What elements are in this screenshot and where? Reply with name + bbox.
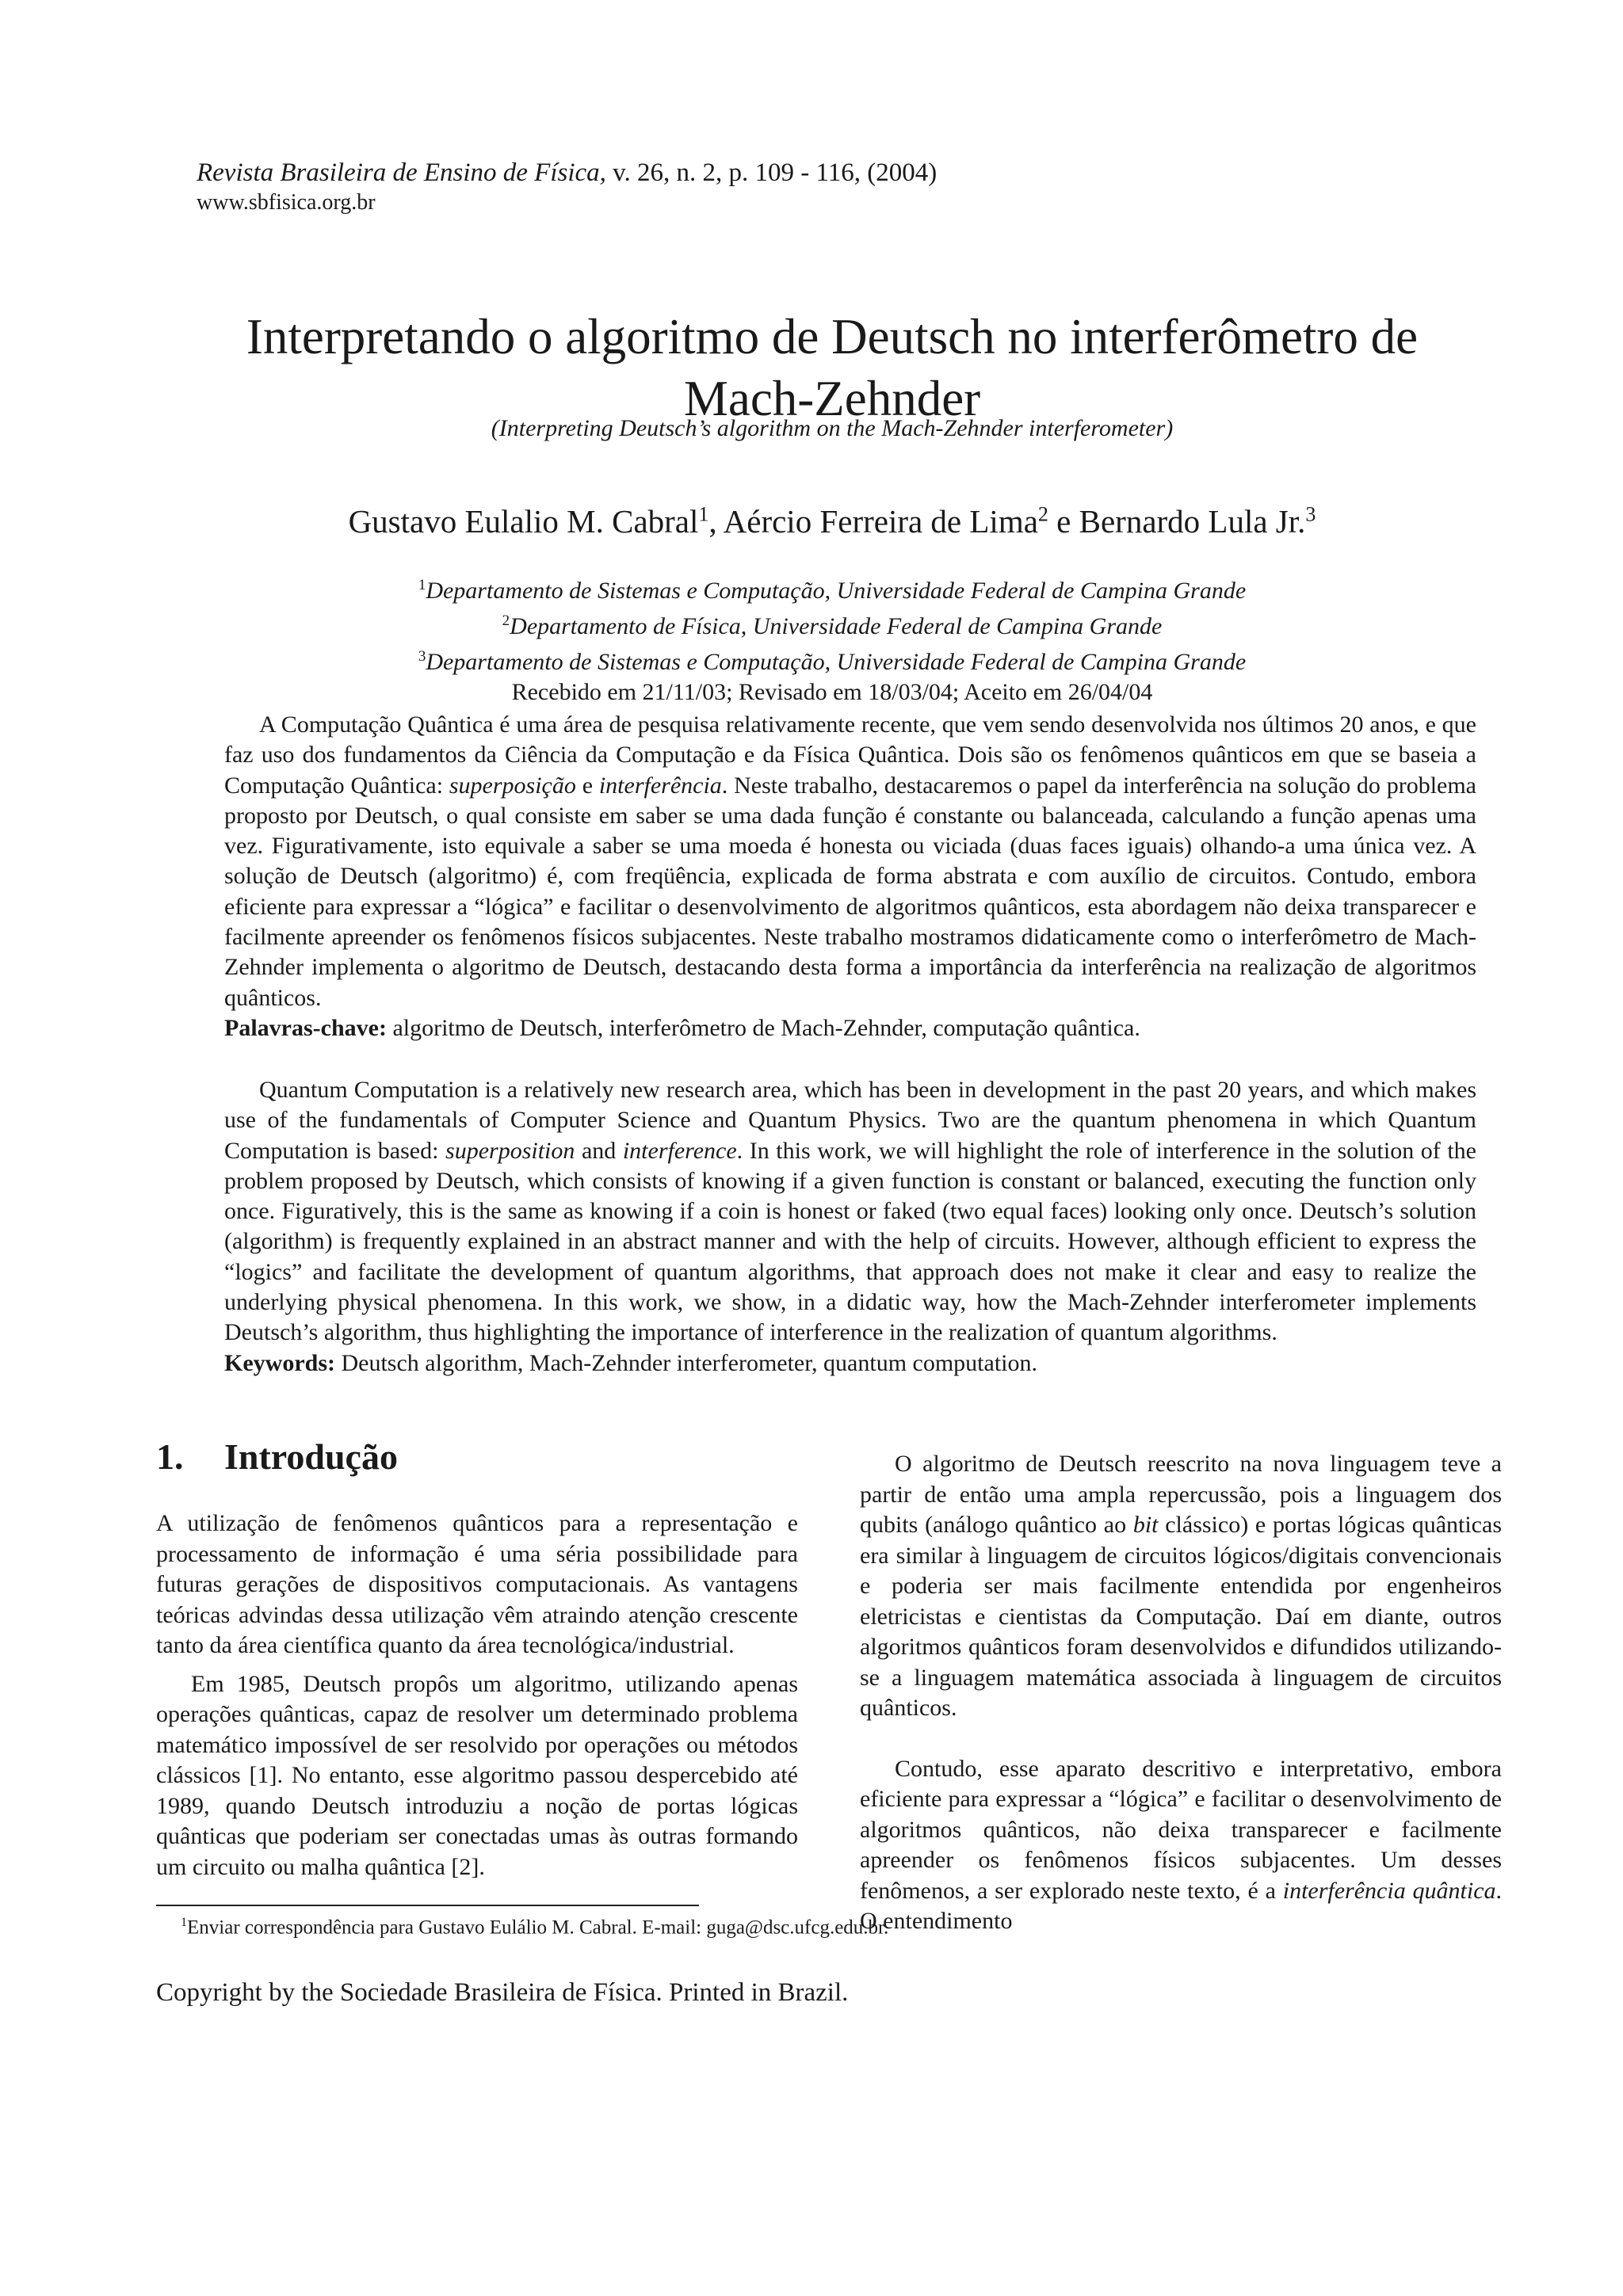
submission-dates: Recebido em 21/11/03; Revisado em 18/03/04; Aceito em 26/04/04 [511,679,1153,705]
abstract-en-body [224,1075,1476,1348]
author-sep-2: e [1048,503,1079,540]
right-column [860,1449,1502,1937]
affiliation-2-text: Departamento de Física, Universidade Federal de Campina Grande [510,613,1163,639]
left-column [156,1508,798,1882]
author-3-mark: 3 [1305,502,1316,526]
keywords-pt-text: algoritmo de Deutsch, interferômetro de Mach-Zehnder, computação quântica. [386,1014,1140,1041]
affiliation-1 [190,570,1474,606]
right-p2-text-b: . O entendimento [860,1877,1503,1934]
right-p2-text-a: Contudo, esse aparato descritivo e interpretativo, embora eficiente para expressar a “lógica” e facilitar o desenvolvimento de algoritmos quânticos, não deixa transparecer e facilmente apreender os fenômenos físicos subjacentes. Um desses fenômenos, a ser explorado neste texto, é a [860,1755,1502,1904]
keywords-pt-label: Palavras-chave: [224,1014,387,1041]
affiliation-1-mark: 1 [418,577,426,593]
author-2-mark: 2 [1037,502,1048,526]
abstract-pt-em-1: superposição [449,772,576,799]
author-2: Aércio Ferreira de Lima [723,503,1038,540]
section-title: Introdução [224,1436,398,1477]
author-3: Bernardo Lula Jr. [1079,503,1306,540]
footnote-rule [156,1905,699,1906]
abstract-en-text-2: and [575,1137,623,1164]
journal-header [197,157,937,219]
abstract-en-text-1: Quantum Computation is a relatively new research area, which has been in development in the past 20 years, and which makes use of the fundamentals of Computer Science and Quantum Physics. Two are the quantum phenomena in which Quantum Computation is based: [224,1077,1476,1164]
title-line-1: Interpretando o algoritmo de Deutsch no interferômetro de [246,309,1419,364]
footnote-text: Enviar correspondência para Gustavo Eulálio M. Cabral. E-mail: guga@dsc.ufcg.edu.br. [187,1917,889,1939]
affiliation-3 [190,642,1474,677]
abstract-english [224,1075,1476,1379]
affiliation-3-mark: 3 [418,648,426,665]
keywords-en-label: Keywords: [224,1349,335,1376]
abstract-pt-text-3: . Neste trabalho, destacaremos o papel da interferência na solução do problema proposto por Deutsch, o qual consiste em saber se uma dada função é constante ou balanceada, calculando a função apenas uma vez. Figurativamente, isto equivale a saber se uma moeda é honesta ou viciada (duas faces iguais) olhando-a uma única vez. A solução de Deutsch (algoritmo) é, com freqüência, explicada de forma abstrata e com auxílio de circuitos. Contudo, embora eficiente para expressar a “lógica” e facilitar o desenvolvimento de algoritmos quânticos, esta abordagem não deixa transparecer e facilmente apreender os fenômenos físicos subjacentes. Neste trabalho mostramos didaticamente como o interferômetro de Mach-Zehnder implementa o algoritmo de Deutsch, destacando desta forma a importância da interferência na realização de algoritmos quânticos. [224,772,1476,1011]
right-paragraph-1 [860,1449,1502,1724]
intro-paragraph-1: A utilização de fenômenos quânticos para a representação e processamento de informação é uma séria possibilidade para futuras gerações de dispositivos computacionais. As vantagens teóricas advindas dessa utilização vêm atraindo atenção crescente tanto da área científica quanto da área tecnológica/industrial. [156,1510,798,1658]
abstract-en-text-3: . In this work, we will highlight the role of interference in the solution of the problem proposed by Deutsch, which consists of knowing if a given function is constant or balanced, executing the function only once. Figuratively, this is the same as knowing if a coin is honest or faked (two equal faces) looking only once. Deutsch’s solution (algorithm) is frequently explained in an abstract manner and with the help of circuits. However, although efficient to express the “logics” and facilitate the development of quantum algorithms, that approach does not make it clear and easy to realize the underlying physical phenomena. In this work, we show, in a didatic way, how the Mach-Zehnder interferometer implements Deutsch’s algorithm, thus highlighting the importance of interference in the realization of quantum algorithms. [224,1137,1476,1346]
abstract-pt-text-1: A Computação Quântica é uma área de pesquisa relativamente recente, que vem sendo desenvolvida nos últimos 20 anos, e que faz uso dos fundamentos da Ciência da Computação e da Física Quântica. Dois são os fenômenos quânticos em que se baseia a Computação Quântica: [224,711,1476,799]
keywords-en-text: Deutsch algorithm, Mach-Zehnder interferometer, quantum computation. [334,1349,1037,1376]
section-heading [156,1436,398,1478]
journal-name: Revista Brasileira de Ensino de Física, [197,158,606,187]
affiliations [190,570,1474,707]
copyright-notice: Copyright by the Sociedade Brasileira de Física. Printed in Brazil. [156,1978,849,2007]
intro-paragraph-2: Em 1985, Deutsch propôs um algoritmo, utilizando apenas operações quânticas, capaz de resolver um determinado problema matemático impossível de ser resolvido por operações ou métodos clássicos [1]. No entanto, esse algoritmo passou despercebido até 1989, quando Deutsch introduziu a noção de portas lógicas quânticas que poderiam ser conectadas umas às outras formando um circuito ou malha quântica [2]. [156,1670,798,1880]
paper-title [190,306,1474,429]
journal-citation: v. 26, n. 2, p. 109 - 116, (2004) [605,158,938,187]
title-line-2: Mach-Zehnder [683,371,981,426]
right-paragraph-2 [860,1754,1502,1937]
right-p1-text-a: O algoritmo de Deutsch reescrito na nova linguagem teve a partir de então uma ampla repercussão, pois a linguagem dos qubits (análogo quântico ao [860,1451,1502,1538]
right-p2-em: interferência quântica [1282,1877,1496,1904]
author-1-mark: 1 [698,502,709,526]
abstract-en-em-1: superposition [445,1137,575,1164]
abstract-pt-body [224,710,1476,1013]
affiliation-2-mark: 2 [502,612,510,629]
footnote-mark: 1 [181,1916,187,1929]
footnote [181,1916,888,1939]
abstract-portuguese [224,710,1476,1043]
affiliation-3-text: Departamento de Sistemas e Computação, Universidade Federal de Campina Grande [426,649,1247,675]
keywords-pt [224,1013,1476,1043]
affiliation-1-text: Departamento de Sistemas e Computação, Universidade Federal de Campina Grande [426,578,1247,604]
abstract-pt-text-2: e [575,772,599,799]
abstract-en-em-2: interference [622,1137,737,1164]
abstract-pt-em-2: interferência [598,772,722,799]
right-p1-text-b: clássico) e portas lógicas quânticas era similar à linguagem de circuitos lógicos/digitais convencionais e poderia ser mais facilmente entendida por engenheiros eletricistas e cientistas da Computação. Daí em diante, outros algoritmos quânticos foram desenvolvidos e difundidos utilizando-se a linguagem matemática associada à linguagem de circuitos quânticos. [860,1512,1502,1721]
affiliation-2 [190,606,1474,642]
author-sep-1: , [708,503,724,540]
author-list [190,502,1474,540]
section-number: 1. [156,1436,184,1477]
journal-url[interactable]: www.sbfisica.org.br [197,190,376,215]
keywords-en [224,1348,1476,1379]
paper-subtitle: (Interpreting Deutsch’s algorithm on the Mach-Zehnder interferometer) [491,415,1174,441]
right-p1-em: bit [1132,1512,1159,1538]
author-1: Gustavo Eulalio M. Cabral [348,503,699,540]
